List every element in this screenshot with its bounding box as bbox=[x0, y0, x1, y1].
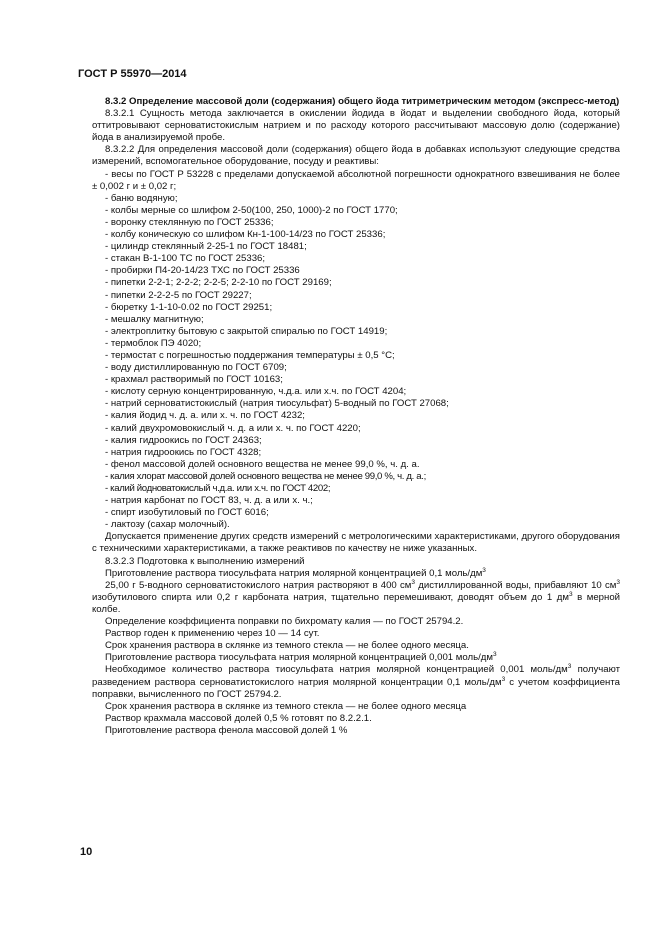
list-item: - термостат с погрешностью поддержания температуры ± 0,5 °С; bbox=[105, 349, 395, 361]
document-body bbox=[92, 95, 620, 737]
list-item: - электроплитку бытовую с закрытой спиралью по ГОСТ 14919; bbox=[105, 325, 388, 337]
phenol-title: Приготовление раствора фенола массовой долей 1 % bbox=[105, 724, 348, 736]
storage-note: Срок хранения раствора в склянке из темного стекла — не более одного месяца. bbox=[105, 640, 469, 652]
list-item: - пипетки 2-2-1; 2-2-2; 2-2-5; 2-2-10 по ГОСТ 29169; bbox=[105, 277, 332, 289]
list-item: - кислоту серную концентрированную, ч.д.а. или х.ч. по ГОСТ 4204; bbox=[105, 386, 407, 398]
list-item: - стакан В-1-100 ТС по ГОСТ 25336; bbox=[105, 253, 266, 265]
list-item: - весы по ГОСТ Р 53228 с пределами допускаемой абсолютной погрешности однократного взвешивания не более ± 0,002 г и ± 0,02 г; bbox=[92, 168, 620, 192]
list-item: - пробирки П4-20-14/23 ТХС по ГОСТ 25336 bbox=[105, 265, 300, 277]
list-item: - фенол массовой долей основного вещества не менее 99,0 %, ч. д. а. bbox=[105, 458, 420, 470]
paragraph-8-3-2-1: 8.3.2.1 Сущность метода заключается в окислении йодида в йодат и выделении свободного йода, который оттитровывают серноватистокислым натрием и по расходу которого рассчитывают массовую долю (содержание) йода в анализируемой пробе. bbox=[92, 108, 620, 144]
allowed-paragraph: Допускается применение других средств измерений с метрологическими характеристиками, другого оборудования с техническими характеристиками, а также реактивов по качеству не ниже указанных. bbox=[92, 531, 620, 555]
list-item: - калий йодноватокислый ч.д.а. или х.ч. по ГОСТ 4202; bbox=[105, 483, 331, 494]
list-item: - натрий серноватистокислый (натрия тиосульфат) 5-водный по ГОСТ 27068; bbox=[105, 398, 449, 410]
list-item: - мешалку магнитную; bbox=[105, 313, 204, 325]
section-heading: 8.3.2 Определение массовой доли (содержания) общего йода титриметрическим методом (экспресс-метод) bbox=[105, 96, 620, 107]
paragraph-8-3-2-2: 8.3.2.2 Для определения массовой доли (содержания) общего йода в добавках используют следующие средства измерений, вспомогательное оборудование, посуду и реактивы: bbox=[92, 144, 620, 168]
storage-note-2: Срок хранения раствора в склянке из темного стекла — не более одного месяца bbox=[105, 700, 467, 712]
dilution-paragraph: Необходимое количество раствора тиосульфата натрия молярной концентрацией 0,001 моль/$дм^3$ получают разведением раствора серноватистокислого натрия молярной концентрации 0,1 моль/$дм^3$ с учетом коэффициента поправки, вычисленного по ГОСТ 25794.2. bbox=[92, 663, 620, 700]
document-header: ГОСТ Р 55970—2014 bbox=[78, 68, 187, 80]
list-item: - калия хлорат массовой долей основного вещества не менее 99,0 %, ч. д. а.; bbox=[105, 470, 426, 482]
list-item: - калия йодид ч. д. а. или х. ч. по ГОСТ 4232; bbox=[105, 410, 305, 422]
list-item: - воду дистиллированную по ГОСТ 6709; bbox=[105, 362, 287, 374]
list-item: - лактозу (сахар молочный). bbox=[105, 519, 230, 531]
list-item: - воронку стеклянную по ГОСТ 25336; bbox=[105, 216, 274, 228]
list-item: - натрия карбонат по ГОСТ 83, ч. д. а или х. ч.; bbox=[105, 495, 313, 507]
list-item: - колбы мерные со шлифом 2-50(100, 250, 1000)-2 по ГОСТ 1770; bbox=[105, 204, 398, 216]
list-item: - баню водяную; bbox=[105, 192, 178, 204]
prep2-title: Приготовление раствора тиосульфата натрия молярной концентрацией 0,001 моль/$дм^3$ bbox=[105, 651, 497, 664]
list-item: - калий двухромовокислый ч. д. а или х. ч. по ГОСТ 4220; bbox=[105, 422, 361, 434]
list-item: - спирт изобутиловый по ГОСТ 6016; bbox=[105, 507, 269, 519]
list-item: - бюретку 1-1-10-0.02 по ГОСТ 29251; bbox=[105, 301, 273, 313]
prep-title: Приготовление раствора тиосульфата натрия молярной концентрацией 0,1 моль/$дм^3$ bbox=[105, 566, 486, 579]
paragraph-8-3-2-3: 8.3.2.3 Подготовка к выполнению измерений bbox=[105, 555, 305, 567]
list-item: - пипетки 2-2-2-5 по ГОСТ 29227; bbox=[105, 289, 252, 301]
prep-text: 25,00 г 5-водного серноватистокислого натрия растворяют в 400 $см^3$ дистиллированной воды, прибавляют 10 $см^3$ изобутилового спирта или 0,2 г карбоната натрия, тщательно перемешивают, доводят объем до 1 $дм^3$ в мерной колбе. bbox=[92, 578, 621, 615]
list-item: - термоблок ПЭ 4020; bbox=[105, 337, 202, 349]
starch-note: Раствор крахмала массовой долей 0,5 % готовят по 8.2.2.1. bbox=[105, 712, 372, 724]
list-item: - цилиндр стеклянный 2-25-1 по ГОСТ 18481; bbox=[105, 241, 307, 253]
list-item: - натрия гидроокись по ГОСТ 4328; bbox=[105, 446, 262, 458]
list-item: - крахмал растворимый по ГОСТ 10163; bbox=[105, 374, 283, 386]
page-number: 10 bbox=[80, 846, 93, 858]
list-item: - калия гидроокись по ГОСТ 24363; bbox=[105, 434, 262, 446]
list-item: - колбу коническую со шлифом Кн-1-100-14/23 по ГОСТ 25336; bbox=[105, 229, 386, 241]
validity-note: Раствор годен к применению через 10 — 14 сут. bbox=[105, 628, 320, 640]
coefficient-note: Определение коэффициента поправки по бихромату калия — по ГОСТ 25794.2. bbox=[105, 616, 464, 628]
